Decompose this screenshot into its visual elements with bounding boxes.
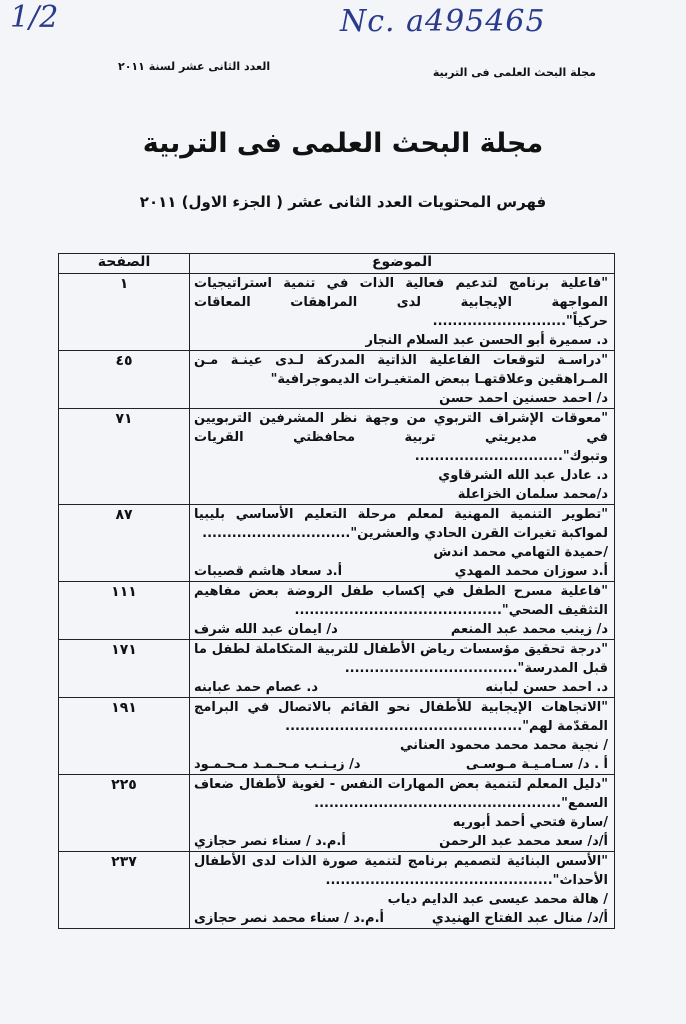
author-name: أ . د/ سـامـيـة مـوسـى [465,757,608,772]
table-row [59,582,615,640]
entry-page-number: ١١١ [59,582,190,640]
article-title: "فاعلية برنامج لتدعيم فعالية الذات في تنمية استراتيجيات المواجهة الإيجابية لدى المراهقات المعاقات حركياً"........................... [194,276,608,329]
contents-table [58,253,615,929]
author-name: د/ ايمان عبد الله شرف [194,622,338,637]
author-name: أ.د سعاد هاشم قصيبات [194,564,343,579]
entry-topic-cell [190,274,615,351]
article-title: "الأسس البنائية لتصميم برنامج لتنمية صورة الذات لدى الأطفال الأحداث".............................................. [194,854,608,888]
entry-page-number: ٢٢٥ [59,775,190,852]
entry-page-number: ١٧١ [59,640,190,698]
author-name: أ.م.د / سناء محمد نصر حجازى [194,911,384,926]
handwritten-page-number: 1/2 [10,0,59,35]
handwritten-catalog-code: Nc. a495465 [340,4,546,39]
entry-page-number: ٨٧ [59,505,190,582]
entry-topic-cell [190,698,615,775]
author-name: أ.م.د / سناء نصر حجازي [194,834,346,849]
column-header-page: الصفحة [59,254,190,274]
article-title: "دراسـة لتوقعات الفاعلية الذاتية المدركة لـدى عينـة مـن المـراهقين وعلاقتهـا ببعض المتغيـرات الديموجرافية" [194,353,608,387]
contents-subtitle: فهرس المحتويات العدد الثانى عشر ( الجزء الاول) ٢٠١١ [139,193,547,211]
author-name: / هالة محمد عيسى عبد الدايم دياب [387,892,608,907]
table-row [59,351,615,409]
author-name: د/محمد سلمان الخزاعلة [457,487,608,502]
author-line [194,909,608,928]
article-title: "درجة تحقيق مؤسسات رياض الأطفال للتربية المتكاملة لطفل ما قبل المدرسة"................................... [194,642,608,676]
running-header-journal: مجلة البحث العلمى فى التربية [432,66,596,79]
author-line [194,755,608,774]
author-name: /سارة فتحي أحمد أبوريه [452,815,608,830]
table-row [59,274,615,351]
author-name: /حميدة التهامي محمد اندش [433,545,608,560]
article-title: "الاتجاهات الإيجابية للأطفال نحو القائم بالاتصال في البرامج المقدّمة لهم"................................................ [194,700,608,734]
entry-topic-cell [190,640,615,698]
article-title: "معوقات الإشراف التربوي من وجهة نظر المشرفين التربويين في مديريتي تربية محافظتي القريات وتبوك".............................. [194,411,608,464]
author-name: د/ احمد حسنين احمد حسن [439,391,608,406]
entry-topic-cell [190,582,615,640]
entry-page-number: ١٩١ [59,698,190,775]
table-row [59,409,615,505]
table-row [59,640,615,698]
author-name: د/ زينب محمد عبد المنعم [450,622,608,637]
entry-page-number: ١ [59,274,190,351]
entry-page-number: ٢٣٧ [59,852,190,929]
author-name: د/ زيـنـب مـحـمـد مـحـمـود [194,757,361,772]
entry-topic-cell [190,505,615,582]
entry-page-number: ٧١ [59,409,190,505]
table-header-row [59,254,615,274]
table-row [59,852,615,929]
author-line [194,620,608,639]
table-row [59,698,615,775]
journal-title: مجلة البحث العلمى فى التربية [142,128,544,159]
entry-page-number: ٤٥ [59,351,190,409]
author-line [194,562,608,581]
column-header-topic: الموضوع [190,254,615,274]
entry-topic-cell [190,852,615,929]
author-name: أ.د سوزان محمد المهدي [454,564,608,579]
article-title: "تطوير التنمية المهنية لمعلم مرحلة التعليم الأساسي بليبيا لمواكبة تغيرات القرن الحادي والعشرين".............................. [194,507,608,541]
author-name: / نجية محمد محمد محمود العناني [400,738,608,753]
running-header-issue: العدد الثانى عشر لسنة ٢٠١١ [118,60,271,73]
entry-topic-cell [190,409,615,505]
article-title: "فاعلية مسرح الطفل في إكساب طفل الروضة بعض مفاهيم التثقيف الصحي".......................................... [194,584,608,618]
author-line [194,832,608,851]
author-name: د. عادل عبد الله الشرقاوي [438,468,608,483]
entry-topic-cell [190,775,615,852]
author-name: أ/د/ منال عبد الفتاح الهنيدي [431,911,608,926]
article-title: "دليل المعلم لتنمية بعض المهارات النفس - لغوية لأطفال ضعاف السمع".................................................. [194,777,608,811]
table-row [59,505,615,582]
entry-topic-cell [190,351,615,409]
author-name: د. سميرة أبو الحسن عبد السلام النجار [365,333,608,348]
author-name: د. عصام حمد عبابنه [194,680,319,695]
table-row [59,775,615,852]
author-name: أ/د/ سعد محمد عبد الرحمن [439,834,608,849]
author-line [194,678,608,697]
author-name: د. احمد حسن لبابنه [485,680,608,695]
